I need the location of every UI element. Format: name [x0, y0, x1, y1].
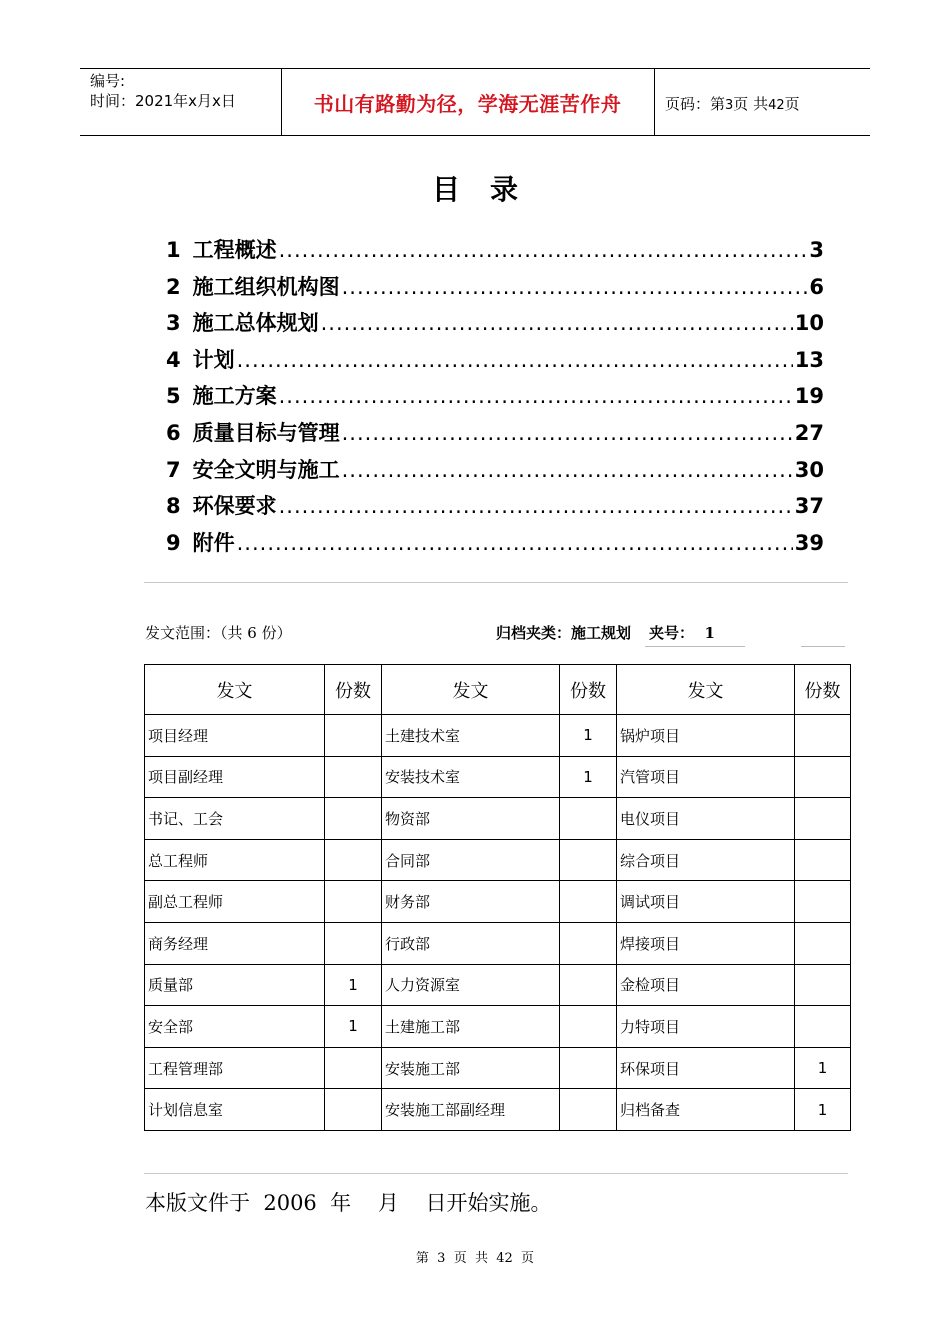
toc-leader-dots [342, 458, 793, 482]
toc-entry-title: 安全文明与施工 [192, 457, 340, 482]
copies-cell [560, 1089, 617, 1131]
recipient-cell: 商务经理 [145, 922, 325, 964]
toc-entry-number: 1 [166, 238, 181, 262]
column-header: 发文 [145, 665, 325, 715]
header-motto: 书山有路勤为径，学海无涯苦作舟 [313, 91, 622, 116]
recipient-cell: 金检项目 [617, 964, 795, 1006]
table-row [145, 1006, 851, 1048]
copies-cell [560, 798, 617, 840]
toc-entry-title: 附件 [192, 530, 235, 555]
recipient-cell: 汽管项目 [617, 756, 795, 798]
copies-cell [795, 798, 851, 840]
toc-entry-page: 19 [794, 384, 824, 409]
table-row [145, 839, 851, 881]
copies-cell: 1 [325, 964, 382, 1006]
divider-line [144, 582, 848, 583]
toc-entry[interactable] [166, 344, 824, 381]
toc-entry-title: 工程概述 [192, 238, 277, 262]
toc-entry-title: 质量目标与管理 [192, 420, 340, 445]
recipient-cell: 项目副经理 [145, 756, 325, 798]
copies-cell [795, 715, 851, 757]
toc-leader-dots [342, 275, 808, 299]
recipient-cell: 焊接项目 [617, 922, 795, 964]
toc-entry-page: 30 [794, 457, 824, 482]
recipient-cell: 安装施工部副经理 [382, 1089, 560, 1131]
toc-entry-page: 27 [794, 420, 824, 445]
copies-cell [325, 1089, 382, 1131]
toc-entry-page: 3 [809, 238, 824, 262]
toc-entry-number: 2 [166, 274, 181, 299]
document-number-label: 编号: [90, 72, 126, 90]
toc-entry-number: 4 [166, 347, 181, 372]
recipient-cell: 归档备查 [617, 1089, 795, 1131]
recipient-cell: 副总工程师 [145, 881, 325, 923]
table-row [145, 798, 851, 840]
header-meta [90, 71, 236, 111]
folder-label: 夹号： [649, 624, 695, 642]
recipient-cell: 工程管理部 [145, 1047, 325, 1089]
toc-entry[interactable] [166, 234, 824, 271]
toc-entry-page: 13 [794, 347, 824, 372]
recipient-cell: 物资部 [382, 798, 560, 840]
copies-cell [325, 1047, 382, 1089]
copies-cell [325, 839, 382, 881]
toc-title: 目录 [431, 173, 548, 206]
recipient-cell: 土建技术室 [382, 715, 560, 757]
recipient-cell: 项目经理 [145, 715, 325, 757]
page-header [80, 68, 870, 136]
copies-cell [795, 756, 851, 798]
recipient-cell: 锅炉项目 [617, 715, 795, 757]
toc-leader-dots [342, 421, 793, 445]
recipient-cell: 书记、工会 [145, 798, 325, 840]
column-header: 发文 [382, 665, 560, 715]
distribution-table [144, 664, 851, 1131]
recipient-cell: 行政部 [382, 922, 560, 964]
page-suffix: 页 [784, 95, 800, 113]
recipient-cell: 质量部 [145, 964, 325, 1006]
toc-entry-page: 6 [809, 274, 824, 299]
toc-entry-number: 9 [166, 530, 181, 555]
toc-entry-title: 施工方案 [192, 384, 277, 409]
copies-cell [560, 964, 617, 1006]
copies-cell [325, 798, 382, 840]
toc-entry[interactable] [166, 380, 824, 417]
toc-entry[interactable] [166, 454, 824, 491]
copies-cell [560, 881, 617, 923]
table-row [145, 964, 851, 1006]
copies-cell [795, 1006, 851, 1048]
implementation-note: 本版文件于 2006 年 月 日开始实施。 [145, 1191, 552, 1215]
toc-entry[interactable] [166, 527, 824, 564]
divider-line [144, 1173, 848, 1174]
toc-entry-page: 37 [794, 494, 824, 519]
copies-cell: 1 [795, 1047, 851, 1089]
page-mid: 页 共 [733, 95, 769, 113]
toc-leader-dots [321, 311, 793, 335]
copies-cell [795, 839, 851, 881]
table-row [145, 1089, 851, 1131]
copies-cell [560, 839, 617, 881]
toc-leader-dots [237, 348, 793, 372]
table-header-row [145, 665, 851, 715]
table-row [145, 881, 851, 923]
toc-entry-number: 3 [166, 311, 181, 336]
recipient-cell: 调试项目 [617, 881, 795, 923]
column-header: 份数 [560, 665, 617, 715]
column-header: 发文 [617, 665, 795, 715]
folder-number: 1 [704, 624, 715, 642]
copies-cell: 1 [325, 1006, 382, 1048]
page-current: 3 [725, 98, 734, 113]
toc-leader-dots [279, 384, 793, 408]
copies-cell: 1 [560, 715, 617, 757]
copies-cell [560, 922, 617, 964]
recipient-cell: 人力资源室 [382, 964, 560, 1006]
column-header: 份数 [795, 665, 851, 715]
recipient-cell: 环保项目 [617, 1047, 795, 1089]
header-page-info [665, 93, 800, 114]
toc-entry-number: 7 [166, 457, 181, 482]
recipient-cell: 力特项目 [617, 1006, 795, 1048]
toc-entry-title: 环保要求 [192, 494, 277, 519]
toc-entry-number: 5 [166, 384, 181, 409]
page-total: 42 [768, 98, 785, 113]
toc-entry-title: 施工组织机构图 [192, 274, 340, 299]
recipient-cell: 合同部 [382, 839, 560, 881]
recipient-cell: 计划信息室 [145, 1089, 325, 1131]
copies-cell: 1 [795, 1089, 851, 1131]
copies-cell: 1 [560, 756, 617, 798]
toc-entry-title: 计划 [192, 347, 235, 372]
underline [801, 646, 845, 647]
recipient-cell: 安装技术室 [382, 756, 560, 798]
recipient-cell: 安全部 [145, 1006, 325, 1048]
copies-cell [325, 922, 382, 964]
toc-entry-title: 施工总体规划 [192, 311, 319, 336]
table-row [145, 715, 851, 757]
underline [645, 646, 745, 647]
toc-leader-dots [237, 531, 793, 555]
copies-cell [325, 756, 382, 798]
archive-label: 归档夹类：施工规划 [496, 624, 632, 642]
copies-cell [325, 881, 382, 923]
table-row [145, 756, 851, 798]
copies-cell [795, 964, 851, 1006]
copies-cell [795, 922, 851, 964]
copies-cell [560, 1047, 617, 1089]
recipient-cell: 综合项目 [617, 839, 795, 881]
table-row [145, 1047, 851, 1089]
archive-info [496, 622, 715, 643]
toc-entry-number: 6 [166, 420, 181, 445]
recipient-cell: 电仪项目 [617, 798, 795, 840]
copies-cell [560, 1006, 617, 1048]
distribution-scope: 发文范围：（共 6 份） [145, 624, 292, 642]
toc-leader-dots [279, 238, 808, 262]
page-prefix: 页码：第 [665, 95, 726, 113]
table-of-contents [166, 234, 824, 563]
page-footer: 第 3 页 共 42 页 [415, 1251, 535, 1266]
copies-cell [795, 881, 851, 923]
recipient-cell: 土建施工部 [382, 1006, 560, 1048]
column-header: 份数 [325, 665, 382, 715]
toc-entry[interactable] [166, 307, 824, 344]
toc-entry[interactable] [166, 271, 824, 308]
toc-entry-page: 10 [794, 311, 824, 336]
copies-cell [325, 715, 382, 757]
document-time: 时间：2021年x月x日 [90, 92, 236, 110]
toc-leader-dots [279, 494, 793, 518]
header-divider [654, 69, 655, 135]
table-row [145, 922, 851, 964]
recipient-cell: 财务部 [382, 881, 560, 923]
toc-entry-page: 39 [794, 530, 824, 555]
toc-entry[interactable] [166, 417, 824, 454]
recipient-cell: 安装施工部 [382, 1047, 560, 1089]
toc-entry-number: 8 [166, 494, 181, 519]
recipient-cell: 总工程师 [145, 839, 325, 881]
toc-entry[interactable] [166, 490, 824, 527]
